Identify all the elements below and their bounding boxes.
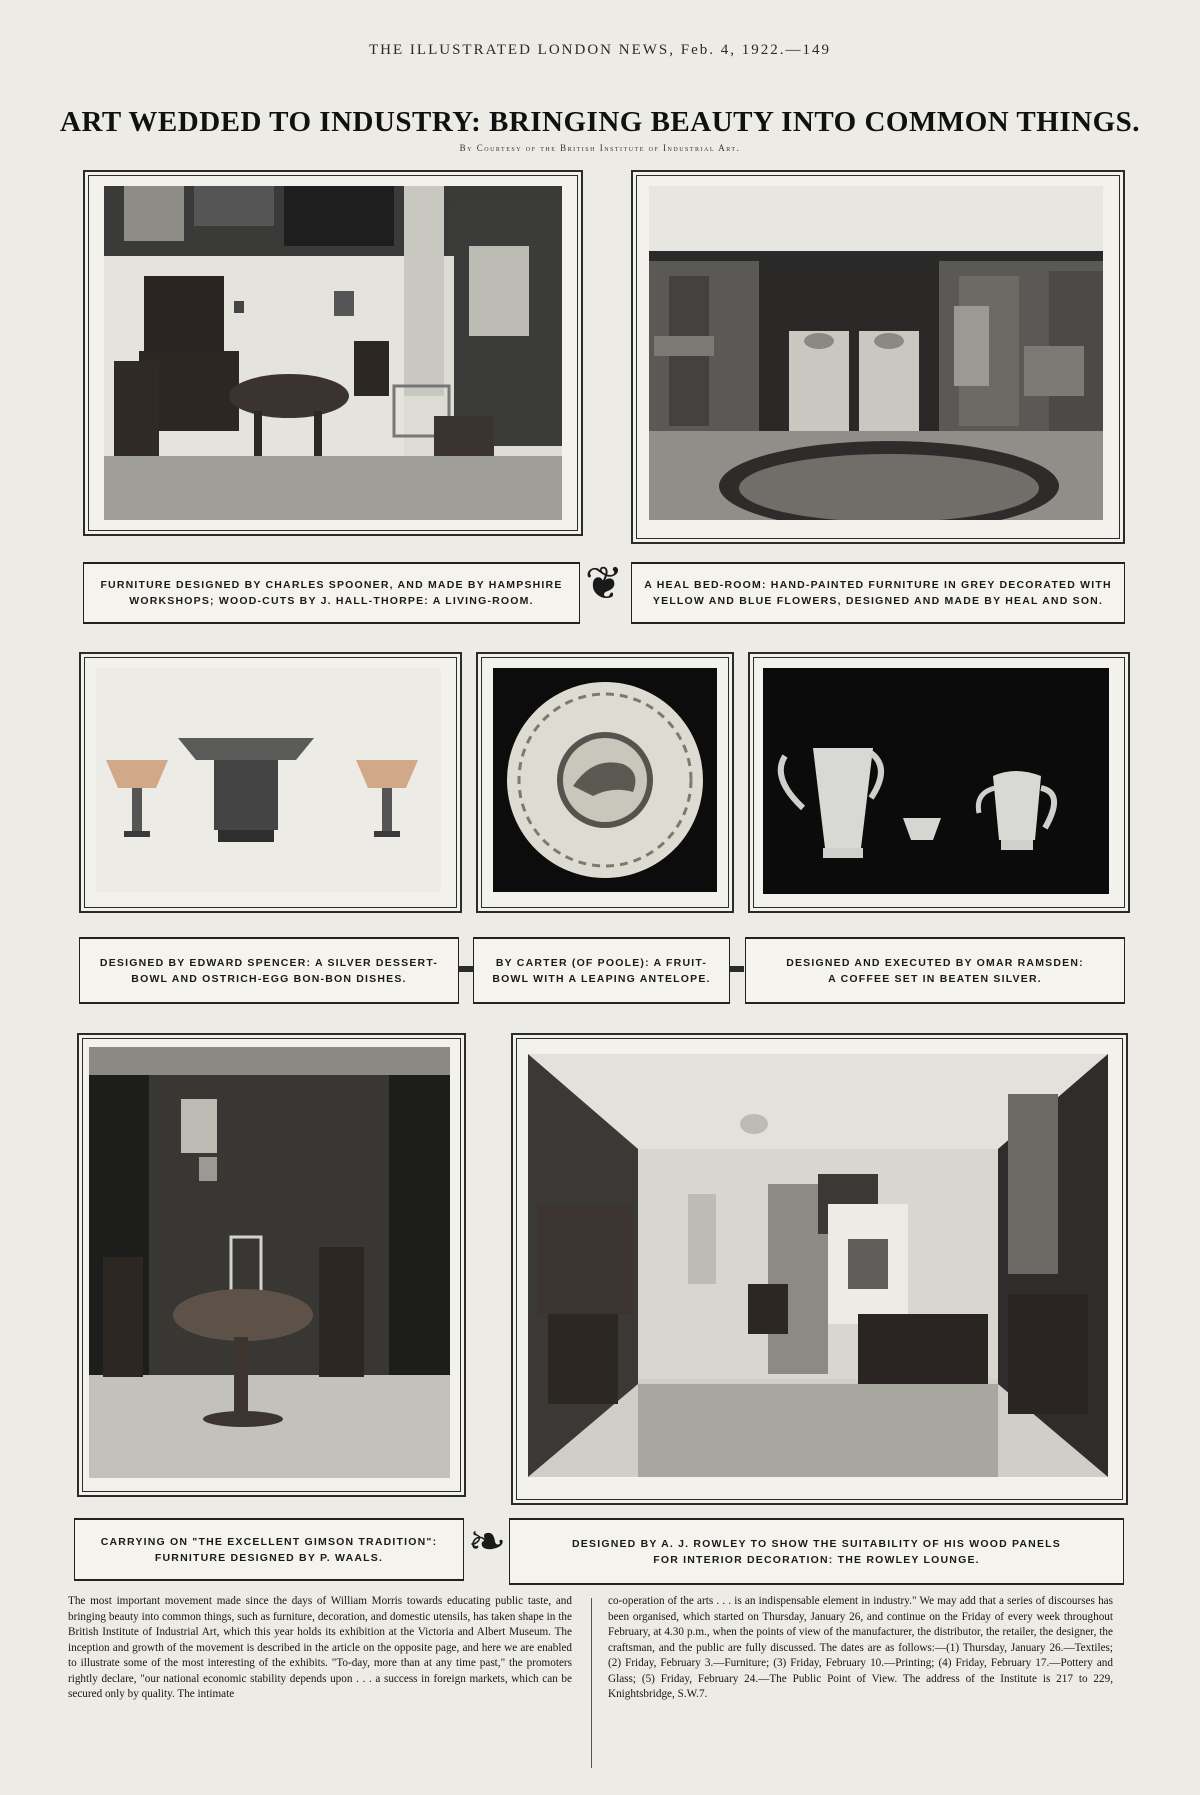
caption-gimson-line-2: FURNITURE DESIGNED BY P. WAALS. <box>154 1551 384 1564</box>
caption-gimson <box>74 1518 464 1581</box>
caption-bed-room-line-1: A HEAL BED-ROOM: HAND-PAINTED FURNITURE IN GREY DECORATED WITH <box>644 579 1112 591</box>
caption-gimson-line-1: CARRYING ON "THE EXCELLENT GIMSON TRADITION": <box>100 1535 438 1548</box>
column-rule <box>591 1598 592 1768</box>
dessert-bowl-photo <box>96 668 441 892</box>
caption-rowley <box>509 1518 1124 1585</box>
caption-fruit-bowl <box>473 937 730 1004</box>
body-column-2: co-operation of the arts . . . is an indispensable element in industry." We may add that a series of discourses has been organised, which started on Thursday, January 26, and continue on the Friday of every week throughout February, at 4.30 p.m., when the points of view of the manufacturer, the distributor, the retailer, the designer, the craftsman, and the public are fully discussed. The dates are as follows:—(1) Thursday, January 26.—Textiles; (2) Friday, February 3.—Furniture; (3) Friday, February 10.—Printing; (4) Friday, February 17.—Pottery and Glass; (5) Friday, February 24.—The Public Point of View. The address of the Institute is 217 to 229, Knightsbridge, S.W.7. <box>608 1595 1113 1700</box>
courtesy-line: By Courtesy of the British Institute of Industrial Art. <box>459 143 741 153</box>
ornament-top-icon: ❦ <box>584 556 624 610</box>
coffee-set-photo <box>763 668 1109 894</box>
caption-coffee-set <box>745 937 1125 1004</box>
page-headline: ART WEDDED TO INDUSTRY: BRINGING BEAUTY INTO COMMON THINGS. <box>60 106 1140 138</box>
running-head: THE ILLUSTRATED LONDON NEWS, Feb. 4, 1922.—149 <box>369 42 831 58</box>
caption-coffee-set-line-2: A COFFEE SET IN BEATEN SILVER. <box>828 972 1042 985</box>
caption-bed-room-line-2: YELLOW AND BLUE FLOWERS, DESIGNED AND MADE BY HEAL AND SON. <box>652 595 1104 607</box>
caption-connector-left <box>459 966 473 972</box>
body-column-1: The most important movement made since the days of William Morris towards educating public taste, and bringing beauty into common things, such as furniture, decoration, and domestic utensils, has taken shape in the British Institute of Industrial Art, which this year holds its exhibition at the Victoria and Albert Museum. The inception and growth of the movement is described in the article on the opposite page, and here we are enabled to illustrate some of the most interesting of the exhibits. "To-day, more than at any time past," the promoters rightly declare, "our national economic stability depends upon . . . a success in foreign markets, which can be secured only by quality. The intimate <box>68 1595 572 1700</box>
bed-room-photo <box>649 186 1103 520</box>
caption-rowley-line-2: FOR INTERIOR DECORATION: THE ROWLEY LOUNGE. <box>653 1553 980 1566</box>
rowley-lounge-photo <box>528 1054 1108 1477</box>
fruit-bowl-photo <box>493 668 717 892</box>
gimson-room-photo <box>89 1047 450 1478</box>
caption-dessert-bowl <box>79 937 459 1004</box>
caption-coffee-set-line-1: DESIGNED AND EXECUTED BY OMAR RAMSDEN: <box>786 956 1084 969</box>
caption-fruit-bowl-line-2: BOWL WITH A LEAPING ANTELOPE. <box>492 972 711 985</box>
caption-rowley-line-1: DESIGNED BY A. J. ROWLEY TO SHOW THE SUITABILITY OF HIS WOOD PANELS <box>572 1537 1061 1550</box>
caption-bed-room <box>631 562 1125 624</box>
caption-living-room-line-2: WORKSHOPS; WOOD-CUTS BY J. HALL-THORPE: A LIVING-ROOM. <box>129 595 534 607</box>
caption-living-room-line-1: FURNITURE DESIGNED BY CHARLES SPOONER, AND MADE BY HAMPSHIRE <box>100 579 563 591</box>
caption-fruit-bowl-line-1: BY CARTER (OF POOLE): A FRUIT- <box>495 956 708 969</box>
ornament-bottom-icon: ❧ <box>467 1514 507 1568</box>
caption-living-room <box>83 562 580 624</box>
living-room-photo <box>104 186 562 520</box>
caption-dessert-bowl-line-2: BOWL AND OSTRICH-EGG BON-BON DISHES. <box>131 972 407 985</box>
caption-connector-right <box>730 966 744 972</box>
caption-dessert-bowl-line-1: DESIGNED BY EDWARD SPENCER: A SILVER DESSERT- <box>99 956 439 969</box>
